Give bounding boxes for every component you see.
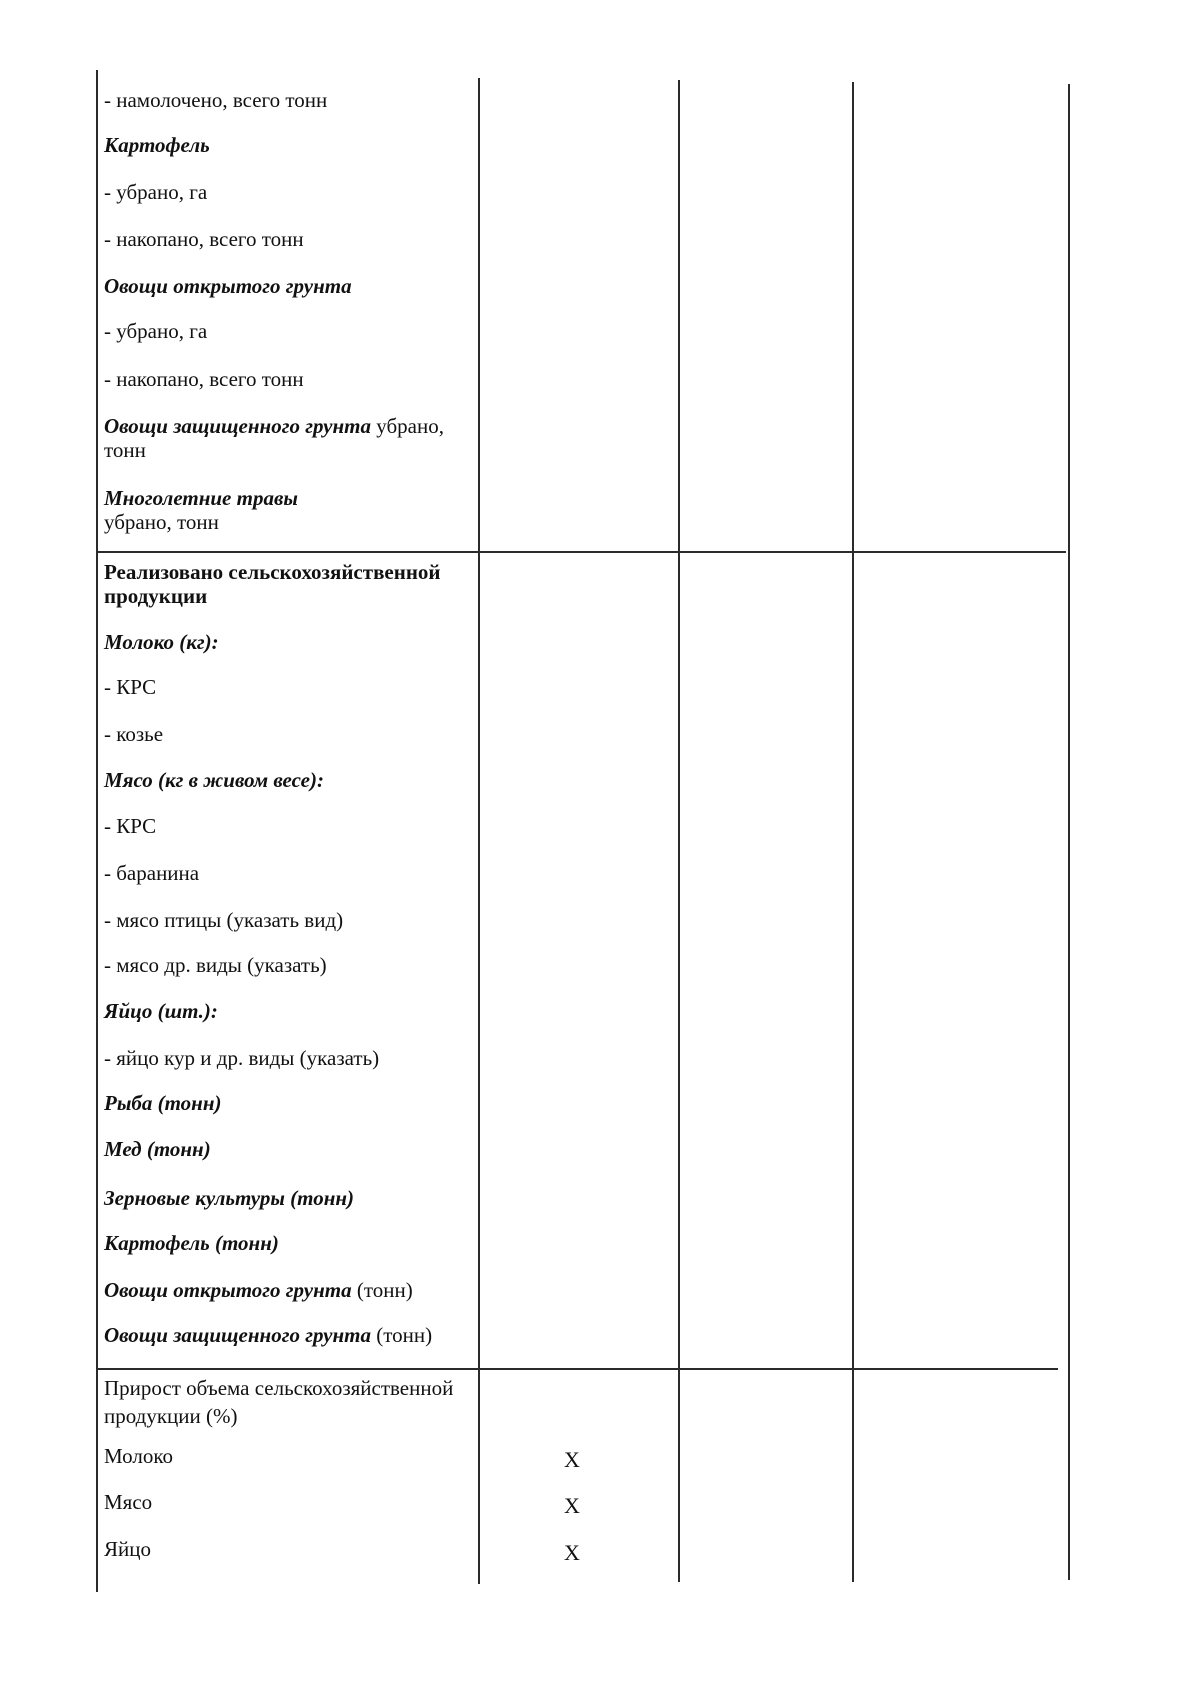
table-right-border	[1068, 84, 1070, 1580]
row-label: - КРС	[104, 675, 157, 699]
row-label: Мясо	[104, 1490, 153, 1514]
row-label: - убрано, га	[104, 319, 208, 343]
row-label: Овощи защищенного грунта (тонн)	[104, 1323, 433, 1347]
row-label: Зерновые культуры (тонн)	[104, 1186, 355, 1210]
row-label: - убрано, га	[104, 180, 208, 204]
row-label: Овощи открытого грунта	[104, 274, 352, 298]
table-col2-divider	[678, 80, 680, 1582]
row-label: - намолочено, всего тонн	[104, 88, 328, 112]
section-heading: Реализовано сельскохозяйственной продукции	[104, 560, 441, 608]
row-label: Молоко	[104, 1444, 173, 1468]
row-label: Рыба (тонн)	[104, 1091, 222, 1115]
row-label: Мед (тонн)	[104, 1137, 211, 1161]
row-label: Яйцо	[104, 1537, 151, 1561]
row-label: Яйцо (шт.):	[104, 999, 218, 1023]
table-col3-divider	[852, 82, 854, 1582]
table-left-border	[96, 70, 98, 1592]
row-label: - накопано, всего тонн	[104, 227, 304, 251]
row-label: - баранина	[104, 861, 200, 885]
row-label: Овощи открытого грунта (тонн)	[104, 1278, 413, 1302]
row-label: - яйцо кур и др. виды (указать)	[104, 1046, 380, 1070]
row-label: - накопано, всего тонн	[104, 367, 304, 391]
row-label: Картофель	[104, 133, 210, 157]
row-label: - мясо птицы (указать вид)	[104, 908, 344, 932]
row-label: - козье	[104, 722, 164, 746]
row-label: Многолетние травы убрано, тонн	[104, 486, 298, 534]
table-row-divider	[98, 551, 1066, 553]
section-heading: Прирост объема сельскохозяйственной продукции (%)	[104, 1376, 454, 1428]
x-mark: Х	[564, 1540, 580, 1565]
row-label: Картофель (тонн)	[104, 1231, 279, 1255]
x-mark: Х	[564, 1447, 580, 1472]
table-row-divider	[96, 1368, 1058, 1370]
row-label: Овощи защищенного грунта убрано, тонн	[104, 414, 444, 462]
row-label: Молоко (кг):	[104, 630, 219, 654]
row-label: - КРС	[104, 814, 157, 838]
row-label: - мясо др. виды (указать)	[104, 953, 327, 977]
row-label: Мясо (кг в живом весе):	[104, 768, 324, 792]
x-mark: Х	[564, 1493, 580, 1518]
table-col1-divider	[478, 78, 480, 1584]
